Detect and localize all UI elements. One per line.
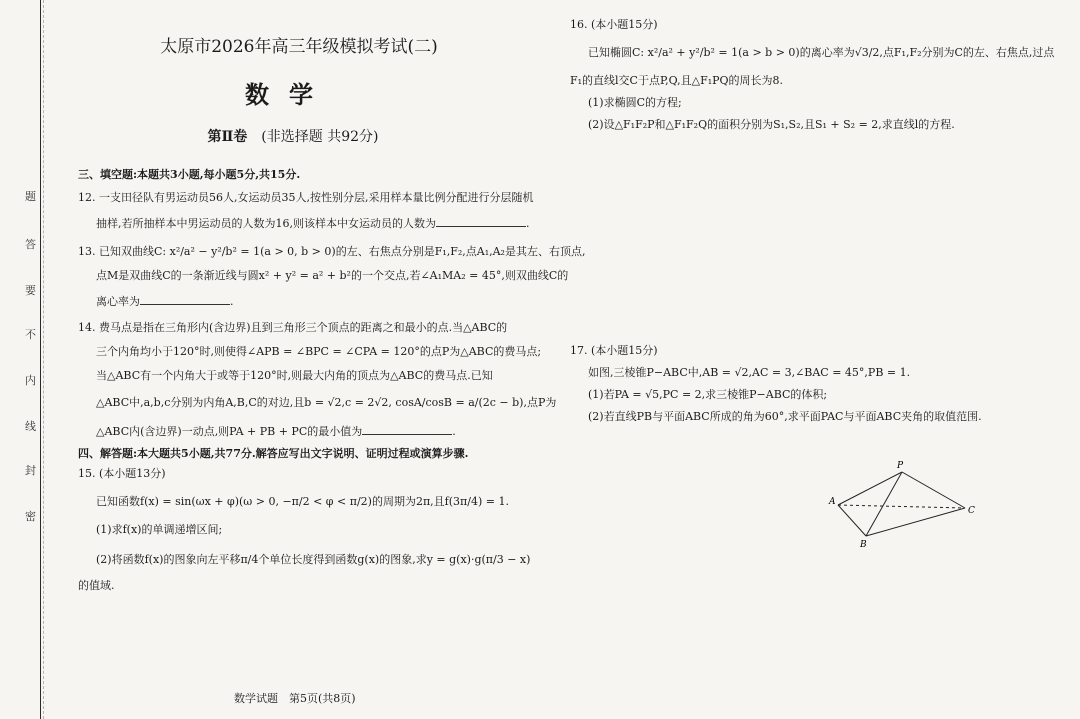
q17-head: 17. (本小题15分) <box>570 344 658 357</box>
margin-char: 答 <box>25 238 36 251</box>
question-14 <box>78 321 557 439</box>
q12-line1: 12. 一支田径队有男运动员56人,女运动员35人,按性别分层,采用样本量比例分配进行分层随机 <box>78 191 534 204</box>
question-16 <box>570 18 1055 132</box>
question-13 <box>78 245 586 309</box>
margin-char: 密 <box>25 510 36 523</box>
left-column <box>78 20 586 593</box>
q13-line3 <box>78 293 538 309</box>
q16-line3: (1)求椭圆C的方程; <box>588 96 682 109</box>
question-12 <box>78 191 538 231</box>
q16-line2: F₁的直线l交C于点P,Q,且△F₁PQ的周长为8. <box>570 74 784 87</box>
section-heading-solutions: 四、解答题:本大题共5小题,共77分.解答应写出文字说明、证明过程或演算步骤. <box>78 447 469 460</box>
label-C: C <box>968 506 975 516</box>
answer-blank <box>362 423 452 435</box>
margin-char: 线 <box>25 420 36 433</box>
q16-head: 16. (本小题15分) <box>570 18 658 31</box>
q13-tail: . <box>230 295 234 308</box>
question-15 <box>78 467 538 593</box>
q16-line1: 已知椭圆C: x²/a² + y²/b² = 1(a > b > 0)的离心率为√3/2,点F₁,F₂分别为C的左、右焦点,过点 <box>588 46 1055 59</box>
q14-line3: 当△ABC有一个内角大于或等于120°时,则最大内角的顶点为△ABC的费马点.已知 <box>96 369 493 382</box>
part-note: (非选择题 共92分) <box>261 129 379 145</box>
q16-line4: (2)设△F₁F₂P和△F₁F₂Q的面积分别为S₁,S₂,且S₁ + S₂ = 2,求直线l的方程. <box>588 118 955 131</box>
q14-line5 <box>78 423 538 439</box>
label-A: A <box>829 497 836 507</box>
q15-head: 15. (本小题13分) <box>78 467 166 480</box>
part-label: 第Ⅱ卷 <box>207 129 248 145</box>
margin-char: 要 <box>25 284 36 297</box>
section-heading-fill-blank: 三、填空题:本题共3小题,每小题5分,共15分. <box>78 168 301 181</box>
pyramid-figure <box>820 458 990 548</box>
answer-blank <box>140 293 230 305</box>
q17-line1: 如图,三棱锥P−ABC中,AB = √2,AC = 3,∠BAC = 45°,PB = 1. <box>588 366 911 379</box>
q15-line4: 的值域. <box>78 579 115 592</box>
question-17 <box>570 344 1040 424</box>
margin-char: 不 <box>25 328 36 341</box>
q14-line1: 14. 费马点是指在三角形内(含边界)且到三角形三个顶点的距离之和最小的点.当△ABC的 <box>78 321 508 334</box>
q14-tail: . <box>452 425 456 438</box>
right-column <box>570 18 1055 424</box>
q13-line1: 13. 已知双曲线C: x²/a² − y²/b² = 1(a > 0, b > 0)的左、右焦点分别是F₁,F₂,点A₁,A₂是其左、右顶点, <box>78 245 586 258</box>
exam-title: 太原市2026年高三年级模拟考试(二) <box>160 37 438 57</box>
q13-line2: 点M是双曲线C的一条渐近线与圆x² + y² = a² + b²的一个交点,若∠A₁MA₂ = 45°,则双曲线C的 <box>96 269 569 282</box>
q17-line3: (2)若直线PB与平面ABC所成的角为60°,求平面PAC与平面ABC夹角的取值范围. <box>588 410 982 423</box>
edge-AB <box>838 505 866 536</box>
margin-char: 封 <box>25 464 36 477</box>
q14-line2: 三个内角均小于120°时,则使得∠APB = ∠BPC = ∠CPA = 120°的点P为△ABC的费马点; <box>96 345 542 358</box>
q12-tail: . <box>526 217 530 230</box>
q15-line3: (2)将函数f(x)的图象向左平移π/4个单位长度得到函数g(x)的图象,求y = g(x)·g(π/3 − x) <box>96 553 531 566</box>
edge-PC <box>902 472 965 508</box>
part-heading <box>48 126 538 146</box>
q12-line2 <box>78 215 538 231</box>
edge-BC <box>866 508 965 536</box>
margin-char: 内 <box>25 374 36 387</box>
answer-blank <box>436 215 526 227</box>
q14-line4: △ABC中,a,b,c分别为内角A,B,C的对边,且b = √2,c = 2√2, cosA/cosB = a/(2c − b),点P为 <box>96 396 557 409</box>
q14-text: △ABC内(含边界)一动点,则PA + PB + PC的最小值为 <box>96 425 363 438</box>
margin-char: 题 <box>25 190 36 203</box>
q15-line1: 已知函数f(x) = sin(ωx + φ)(ω > 0, −π/2 < φ < π/2)的周期为2π,且f(3π/4) = 1. <box>96 495 509 508</box>
q12-text: 抽样,若所抽样本中男运动员的人数为16,则该样本中女运动员的人数为 <box>96 217 436 230</box>
label-B: B <box>860 540 867 548</box>
q17-line2: (1)若PA = √5,PC = 2,求三棱锥P−ABC的体积; <box>588 388 828 401</box>
q13-text: 离心率为 <box>96 295 140 308</box>
label-P: P <box>897 461 904 471</box>
subject-title: 数学 <box>245 80 333 109</box>
q15-line2: (1)求f(x)的单调递增区间; <box>96 523 223 536</box>
page-footer: 数学试题 第5页(共8页) <box>234 692 356 705</box>
edge-AC-hidden <box>838 505 965 508</box>
